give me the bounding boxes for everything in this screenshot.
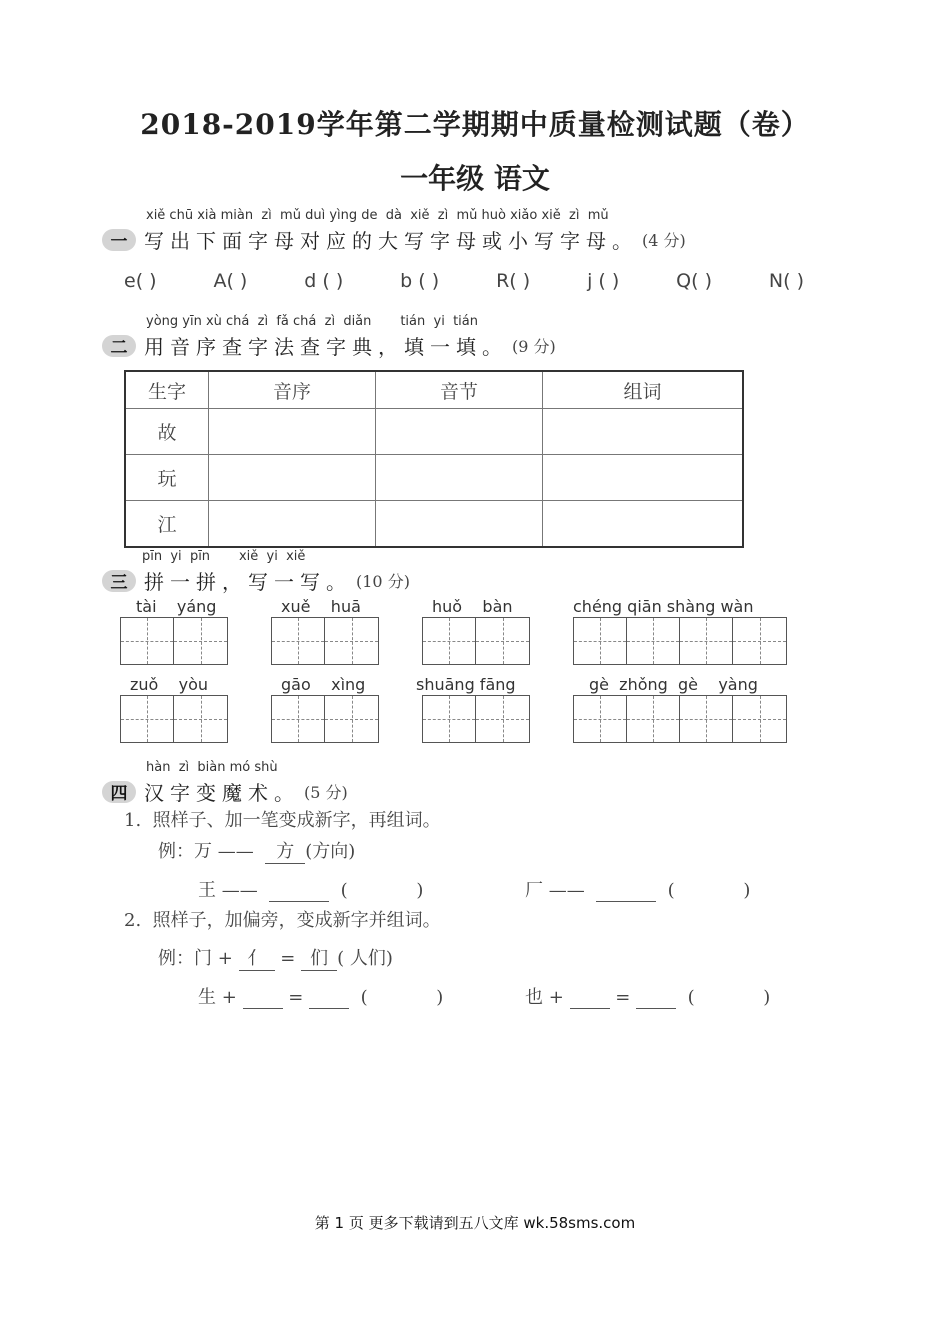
writing-group (573, 597, 787, 665)
section-1-instruction: 写出下面字母对应的大写字母或小写字母。 (144, 229, 638, 253)
table-row (125, 455, 743, 501)
writing-group (271, 675, 379, 743)
example-2-prefix: 例：门 + (158, 948, 233, 969)
group-pinyin: zuǒ yòu (130, 675, 209, 694)
table-header-row (125, 371, 743, 409)
example-1-prefix: 例：万 —— (158, 841, 254, 862)
example-2-answer: 们 (301, 944, 337, 971)
section-3-pinyin: pīn yi pīn xiě yi xiě (142, 549, 306, 564)
example-2 (158, 944, 393, 971)
writing-cell[interactable] (272, 696, 325, 742)
table-header: 组词 (543, 371, 744, 409)
group-pinyin: chéng qiān shàng wàn (573, 597, 754, 616)
writing-cell[interactable] (627, 696, 680, 742)
question-2: 2. 照样子，加偏旁，变成新字并组词。 (124, 910, 441, 931)
q1b-label: 厂 —— (525, 880, 585, 901)
writing-group (573, 675, 787, 743)
section-4-instruction: 汉字变魔术。 (144, 781, 300, 805)
section-2-number: 二 (102, 335, 136, 357)
writing-cell[interactable] (325, 618, 378, 664)
section-1-pinyin: xiě chū xià miàn zì mǔ duì yìng de dà xiě zì mǔ huò xiǎo xiě zì mǔ (146, 208, 609, 223)
section-2-score: (9 分) (512, 337, 556, 356)
letter-item[interactable]: R( ) (496, 270, 531, 292)
table-header: 音序 (209, 371, 376, 409)
section-2-header (102, 314, 556, 360)
example-2-suffix: ( 人们) (337, 948, 393, 969)
section-4-header (102, 760, 348, 806)
group-pinyin: shuāng fāng (416, 675, 516, 694)
writing-cell[interactable] (272, 618, 325, 664)
paren-close: ) (743, 880, 751, 901)
example-2-radical: 亻 (239, 944, 275, 971)
q2a-label: 生 + (198, 987, 237, 1008)
table-cell-char: 玩 (125, 455, 209, 501)
writing-group (120, 597, 228, 665)
question-2-item-a (198, 983, 443, 1009)
writing-group (271, 597, 379, 665)
section-1-number: 一 (102, 229, 136, 251)
writing-cell[interactable] (574, 696, 627, 742)
section-3-header (102, 549, 410, 595)
table-row (125, 409, 743, 455)
group-pinyin: xuě huā (281, 597, 361, 616)
equals-sign: = (615, 987, 631, 1008)
paren-close: ) (416, 880, 424, 901)
section-4-pinyin: hàn zì biàn mó shù (146, 760, 278, 775)
section-4-score: (5 分) (304, 783, 348, 802)
letter-item[interactable]: b ( ) (400, 270, 440, 292)
table-header: 生字 (125, 371, 209, 409)
paren-close: ) (763, 987, 771, 1008)
writing-cell[interactable] (325, 696, 378, 742)
document-subtitle: 一年级 语文 (400, 162, 550, 195)
dictionary-table (124, 370, 744, 548)
writing-cell[interactable] (174, 696, 227, 742)
answer-blank[interactable] (636, 987, 676, 1009)
writing-group (120, 675, 228, 743)
answer-cell[interactable] (209, 409, 376, 455)
question-1-item-a (198, 876, 423, 902)
letter-item[interactable]: e( ) (124, 270, 157, 292)
example-1-answer: 方 (265, 837, 305, 864)
writing-cell[interactable] (733, 618, 786, 664)
writing-cell[interactable] (423, 618, 476, 664)
paren-open: ( (340, 880, 348, 901)
letter-item[interactable]: Q( ) (676, 270, 712, 292)
answer-blank[interactable] (596, 880, 656, 902)
letter-item[interactable]: j ( ) (587, 270, 620, 292)
section-3-score: (10 分) (356, 572, 410, 591)
writing-cell[interactable] (574, 618, 627, 664)
writing-group (422, 597, 530, 665)
answer-cell[interactable] (376, 409, 543, 455)
paren-open: ( (687, 987, 695, 1008)
question-1-item-b (525, 876, 750, 902)
writing-cell[interactable] (121, 696, 174, 742)
q2b-label: 也 + (525, 987, 564, 1008)
section-2-pinyin: yòng yīn xù chá zì fǎ chá zì diǎn tián yi tián (146, 314, 478, 329)
example-2-eq: = (280, 948, 296, 969)
section-1-header (102, 208, 686, 254)
paren-open: ( (360, 987, 368, 1008)
paren-open: ( (667, 880, 675, 901)
writing-cell[interactable] (627, 618, 680, 664)
answer-cell[interactable] (543, 501, 744, 548)
page-footer: 第 1 页 更多下载请到五八文库 wk.58sms.com (314, 1214, 636, 1232)
writing-cell[interactable] (423, 696, 476, 742)
question-2-item-b (525, 983, 770, 1009)
section-3-number: 三 (102, 570, 136, 592)
writing-cell[interactable] (476, 618, 529, 664)
example-1-suffix: (方向) (305, 841, 356, 862)
example-1 (158, 837, 355, 864)
writing-cell[interactable] (121, 618, 174, 664)
group-pinyin: tài yáng (136, 597, 217, 616)
letter-item[interactable]: A( ) (213, 270, 248, 292)
table-cell-char: 江 (125, 501, 209, 548)
paren-close: ) (436, 987, 444, 1008)
writing-cell[interactable] (733, 696, 786, 742)
writing-cell[interactable] (680, 696, 733, 742)
group-pinyin: huǒ bàn (432, 597, 513, 616)
document-title: 2018-2019学年第二学期期中质量检测试题（卷） (140, 108, 810, 141)
table-cell-char: 故 (125, 409, 209, 455)
answer-blank[interactable] (269, 880, 329, 902)
answer-cell[interactable] (209, 501, 376, 548)
answer-cell[interactable] (209, 455, 376, 501)
letter-item[interactable]: d ( ) (304, 270, 344, 292)
writing-cell[interactable] (680, 618, 733, 664)
section-2-instruction: 用音序查字法查字典，填一填。 (144, 335, 508, 359)
letter-items (124, 270, 804, 292)
letter-item[interactable]: N( ) (768, 270, 804, 292)
section-3-instruction: 拼一拼，写一写。 (144, 570, 352, 594)
writing-cell[interactable] (476, 696, 529, 742)
group-pinyin: gè zhǒng gè yàng (589, 675, 758, 694)
q1a-label: 王 —— (198, 880, 258, 901)
answer-blank[interactable] (243, 987, 283, 1009)
answer-cell[interactable] (543, 455, 744, 501)
section-1-score: (4 分) (642, 231, 686, 250)
equals-sign: = (288, 987, 304, 1008)
answer-cell[interactable] (376, 501, 543, 548)
answer-blank[interactable] (570, 987, 610, 1009)
answer-blank[interactable] (309, 987, 349, 1009)
answer-cell[interactable] (376, 455, 543, 501)
table-row (125, 501, 743, 548)
section-4-number: 四 (102, 781, 136, 803)
group-pinyin: gāo xìng (281, 675, 366, 694)
answer-cell[interactable] (543, 409, 744, 455)
question-1: 1. 照样子、加一笔变成新字，再组词。 (124, 810, 441, 831)
writing-cell[interactable] (174, 618, 227, 664)
writing-group (416, 675, 530, 743)
table-header: 音节 (376, 371, 543, 409)
